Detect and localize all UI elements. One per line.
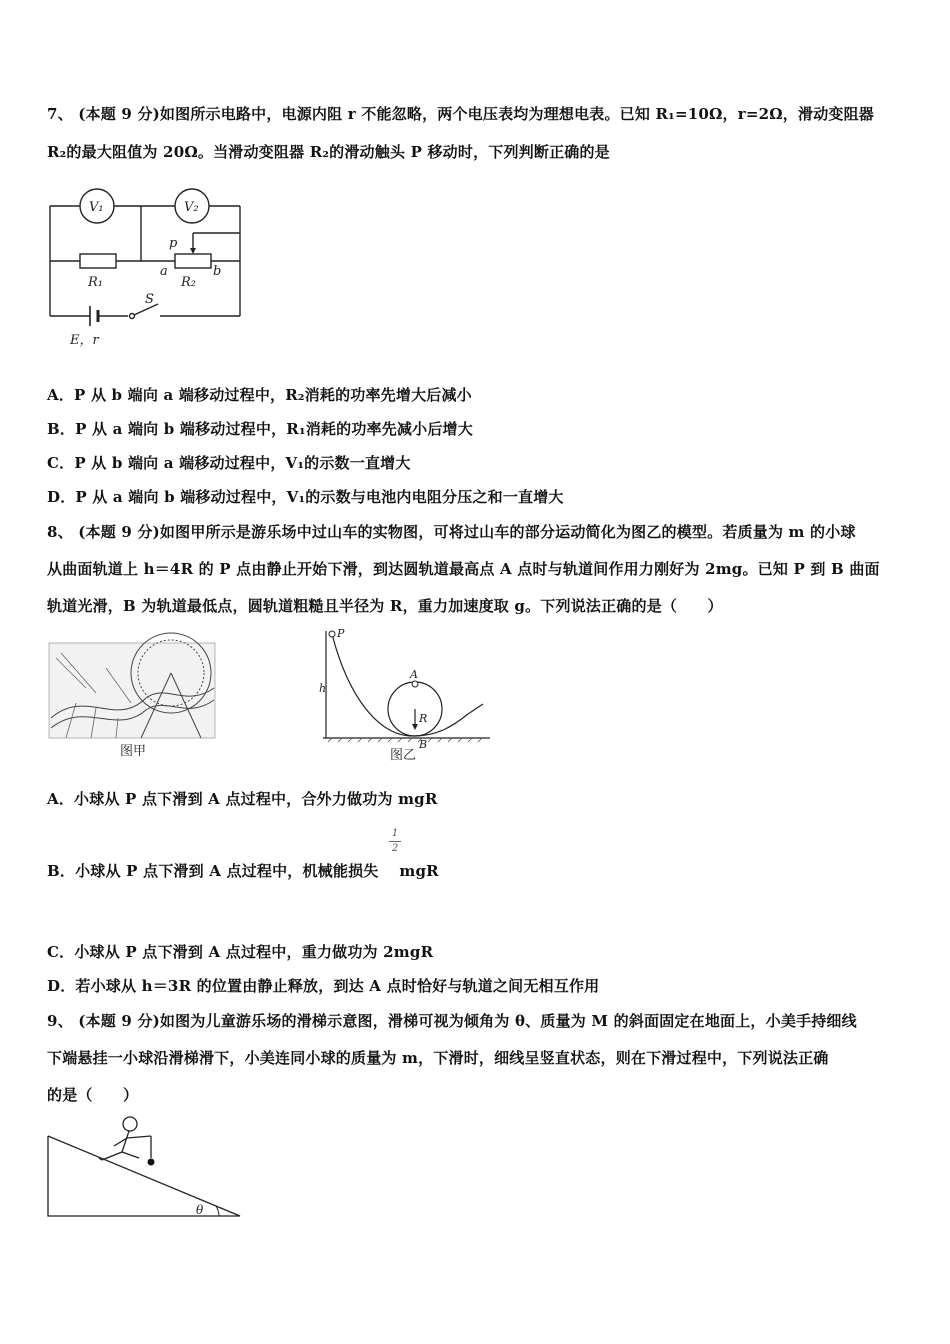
q7-option-c: C．P 从 b 端向 a 端移动过程中，V₁的示数一直增大 [47, 454, 411, 472]
q9-stem-line2: 下端悬挂一小球沿滑梯滑下，小美连同小球的质量为 m，下滑时，细线呈竖直状态，则在下滑过程中，下列说法正确 [47, 1049, 829, 1067]
roller-coaster-photo [46, 628, 218, 763]
radius-label: R [419, 712, 428, 725]
v2-label: V₂ [184, 200, 199, 215]
r1-resistor [80, 254, 116, 268]
q8-option-a: A．小球从 P 点下滑到 A 点过程中，合外力做功为 mgR [47, 790, 438, 808]
q8-option-c: C．小球从 P 点下滑到 A 点过程中，重力做功为 2mgR [47, 943, 434, 961]
slide-incline-diagram [44, 1110, 248, 1222]
q7-option-b: B．P 从 a 端向 b 端移动过程中，R₁消耗的功率先减小后增大 [47, 420, 473, 438]
r2-label: R₂ [181, 275, 196, 290]
q9-stem-line3: 的是（ ） [47, 1086, 139, 1104]
q8-stem-line3: 轨道光滑，B 为轨道最低点，圆轨道粗糙且半径为 R，重力加速度取 g。下列说法正确的是（ ） [47, 597, 723, 615]
r2-rheostat [175, 254, 211, 268]
q7-circuit-diagram [40, 186, 255, 356]
a-label: a [160, 264, 168, 279]
child-head [123, 1117, 137, 1131]
q8-stem-line2: 从曲面轨道上 h＝4R 的 P 点由静止开始下滑，到达圆轨道最高点 A 点时与轨道间作用力刚好为 2mg。已知 P 到 B 曲面 [47, 560, 880, 578]
switch-label: S [145, 292, 154, 307]
q7-option-d: D．P 从 a 端向 b 端移动过程中，V₁的示数与电池内电阻分压之和一直增大 [47, 488, 564, 506]
fraction-denominator: 2 [391, 843, 399, 854]
p-label: p [169, 236, 178, 251]
hanging-ball [148, 1159, 155, 1166]
point-a-label: A [410, 668, 418, 681]
figure-b-caption: 图乙 [390, 748, 417, 763]
q8-option-b [47, 860, 439, 881]
q9-stem-line1: 9、 (本题 9 分)如图为儿童游乐场的滑梯示意图，滑梯可视为倾角为 θ、质量为 M 的斜面固定在地面上，小美手持细线 [47, 1012, 857, 1030]
theta-label: θ [196, 1203, 204, 1217]
point-b-label: B [419, 738, 428, 751]
figure-a-caption: 图甲 [120, 744, 147, 759]
q8-option-b-mgr: mgR [399, 862, 439, 880]
q7-option-a: A．P 从 b 端向 a 端移动过程中，R₂消耗的功率先增大后减小 [47, 386, 472, 404]
r1-label: R₁ [88, 275, 103, 290]
q7-stem-line2: R₂的最大阻值为 20Ω。当滑动变阻器 R₂的滑动触头 P 移动时，下列判断正确的是 [47, 143, 610, 161]
fraction-one-half [389, 828, 401, 855]
point-p-label: P [337, 627, 345, 640]
q8-option-b-text: B．小球从 P 点下滑到 A 点过程中，机械能损失 [47, 862, 379, 880]
height-label: h [319, 682, 327, 695]
q8-option-d: D．若小球从 h＝3R 的位置由静止释放，到达 A 点时恰好与轨道之间无相互作用 [47, 977, 600, 995]
q8-stem-line1: 8、 (本题 9 分)如图甲所示是游乐场中过山车的实物图，可将过山车的部分运动简化为图乙的模型。若质量为 m 的小球 [47, 523, 856, 541]
q7-stem-line1: 7、 (本题 9 分)如图所示电路中，电源内阻 r 不能忽略，两个电压表均为理想电表。已知 R₁=10Ω，r=2Ω，滑动变阻器 [47, 105, 874, 123]
source-label: E，r [70, 333, 99, 348]
fraction-numerator: 1 [391, 828, 399, 839]
b-label: b [213, 264, 222, 279]
track-model-diagram [318, 626, 496, 766]
v1-label: V₁ [89, 200, 104, 215]
